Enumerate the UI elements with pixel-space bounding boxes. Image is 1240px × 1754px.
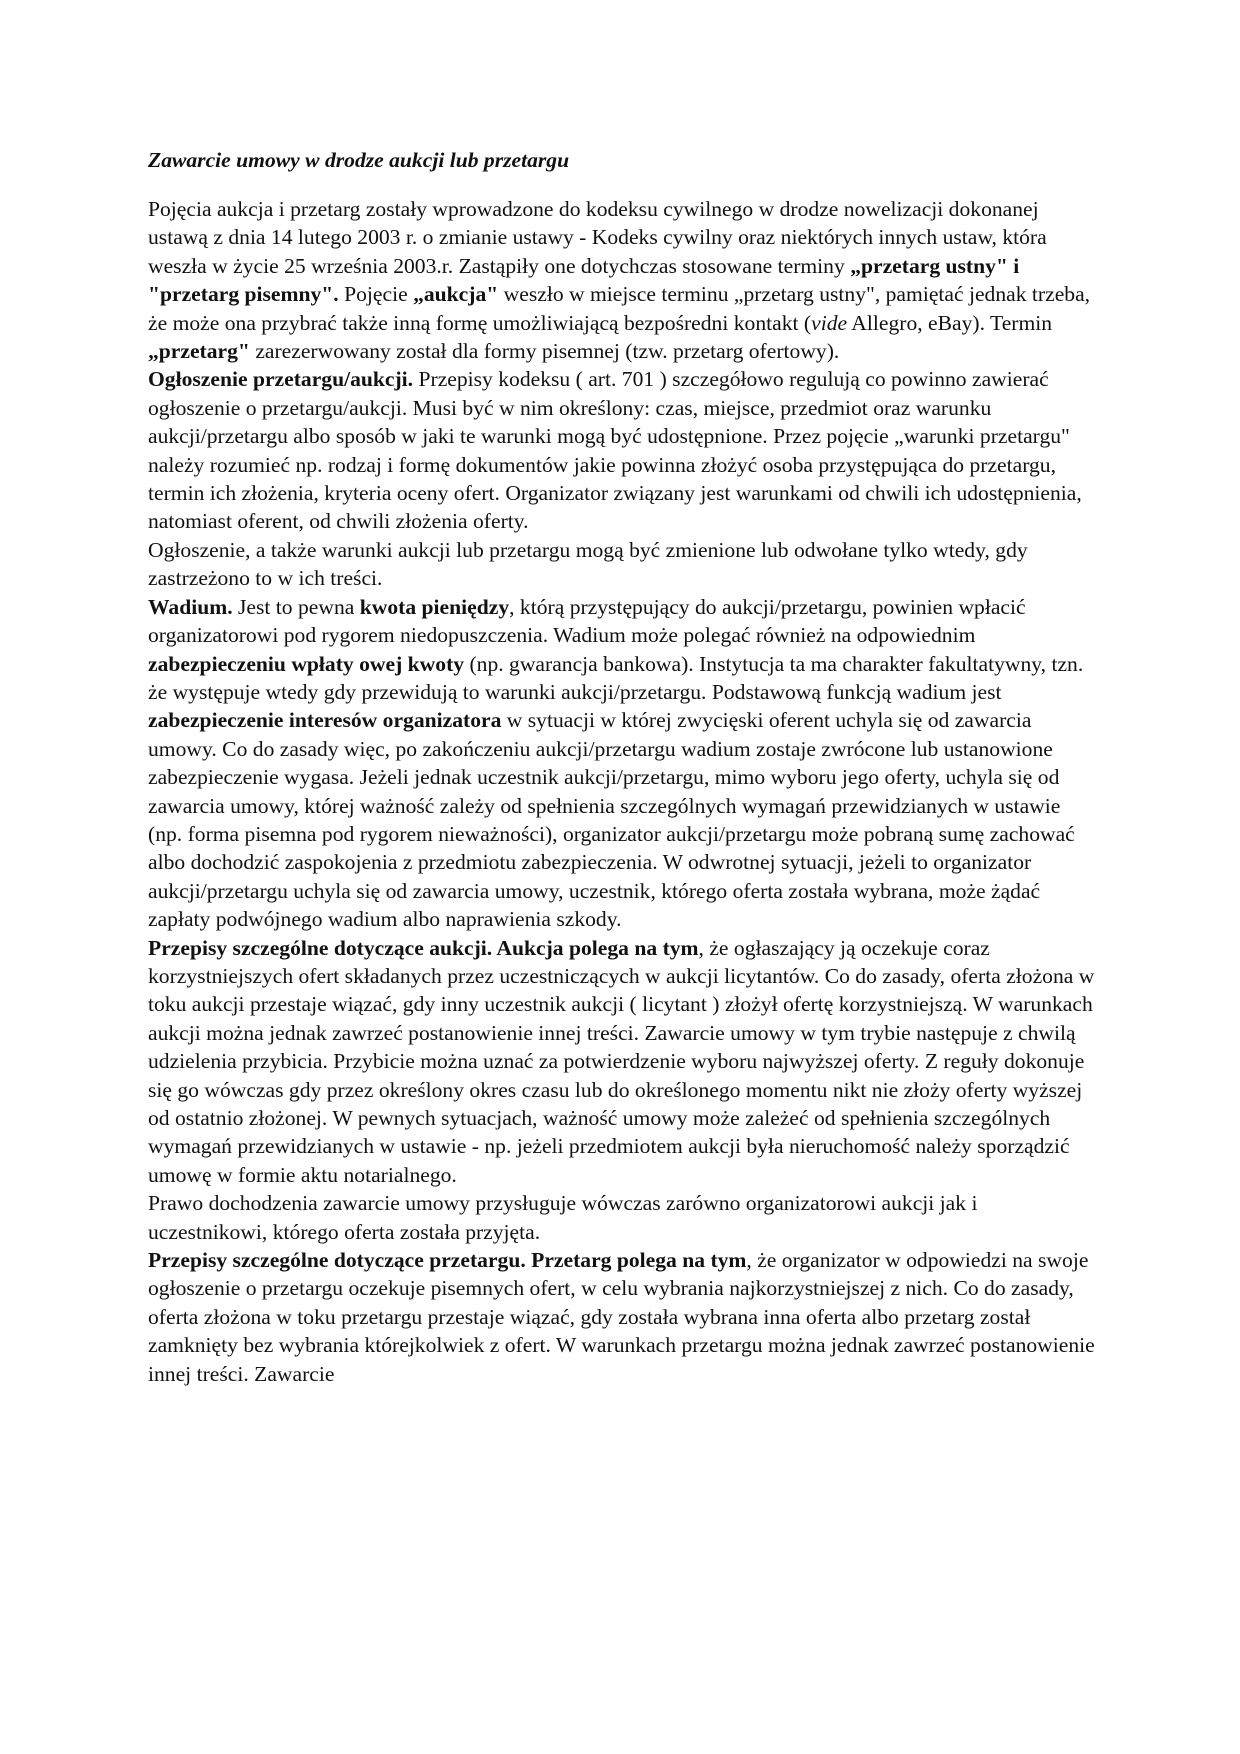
text-run-bold: Przepisy szczególne dotyczące przetargu. Przetarg polega na tym [148,1248,747,1273]
text-run: (np. gwarancja bankowa). Instytucja ta ma charakter fakultatywny, tzn. że występuje wtedy gdy przewidują to warunki aukcji/przetargu. Podstawową funkcją wadium jest [148,651,1084,704]
text-run-bold: Przepisy szczególne dotyczące aukcji. Aukcja polega na tym [148,935,699,960]
text-run: , że ogłaszający ją oczekuje coraz korzystniejszych ofert składanych przez uczestniczących w aukcji licytantów. Co do zasady, oferta złożona w toku aukcji przestaje wiązać, gdy inny uczestnik aukcji ( licytant ) złożył ofertę korzystniejszą. W warunkach aukcji można jednak zawrzeć postanowienie innej treści. Zawarcie umowy w tym trybie następuje z chwilą udzielenia przybicia. Przybicie można uznać za potwierdzenie wyboru najwyższej oferty. Z reguły dokonuje się go wówczas gdy przez określony okres czasu lub do określonego momentu nikt nie złoży oferty wyższej od ostatnio złożonej. W pewnych sytuacjach, ważność umowy może zależeć od spełnienia szczególnych wymagań przewidzianych w ustawie - np. jeżeli przedmiotem aukcji była nieruchomość należy sporządzić umowę w formie aktu notarialnego. [148,935,1095,1187]
text-run: Allegro, eBay). Termin [847,310,1053,335]
paragraph-announcement [148,365,1098,535]
text-run-bold: zabezpieczeniu wpłaty owej kwoty [148,651,465,676]
text-run-bold: Wadium. [148,594,233,619]
text-run-bold: zabezpieczenie interesów organizatora [148,708,502,733]
text-run-italic: vide [811,310,848,335]
text-run-bold: „przetarg" [148,339,250,364]
text-run: w sytuacji w której zwycięski oferent uchyla się od zawarcia umowy. Co do zasady więc, po zakończeniu aukcji/przetargu wadium zostaje zwrócone lub ustanowione zabezpieczenie wygasa. Jeżeli jednak uczestnik aukcji/przetargu, mimo wyboru jego oferty, uchyla się od zawarcia umowy, której ważność zależy od spełnienia szczególnych wymagań przewidzianych w ustawie (np. forma pisemna pod rygorem nieważności), organizator aukcji/przetargu może pobraną sumę zachować albo dochodzić zaspokojenia z przedmiotu zabezpieczenia. W odwrotnej sytuacji, jeżeli to organizator aukcji/przetargu uchyla się od zawarcia umowy, uczestnik, którego oferta została wybrana, może żądać zapłaty podwójnego wadium albo naprawienia szkody. [148,708,1075,932]
text-run: Pojęcie [338,282,414,307]
paragraph-auction-rules [148,934,1098,1190]
text-run: , którą przystępujący do aukcji/przetargu, powinien wpłacić organizatorowi pod rygorem niedopuszczenia. Wadium może polegać również na odpowiednim [148,594,1026,648]
text-run: weszło w miejsce terminu „przetarg ustny", pamiętać jednak trzeba, że może ona przybrać także inną formę umożliwiającą bezpośredni kontakt ( [148,282,1091,335]
text-run-bold: „przetarg ustny" i "przetarg pisemny". [148,253,1020,307]
text-run-bold: „aukcja" [413,282,499,307]
text-run-bold: Ogłoszenie przetargu/aukcji. [148,367,414,392]
text-run: , że organizator w odpowiedzi na swoje ogłoszenie o przetargu oczekuje pisemnych ofert, w celu wybrania najkorzystniejszej z nich. Co do zasady, oferta złożona w toku przetargu przestaje wiązać, gdy została wybrana inna oferta albo przetarg został zamknięty bez wybrania którejkolwiek z ofert. W warunkach przetargu można jednak zawrzeć postanowienie innej treści. Zawarcie [148,1248,1095,1386]
paragraph-tender-rules [148,1246,1098,1388]
text-run-bold: kwota pieniędzy [359,594,510,619]
text-run: Przepisy kodeksu ( art. 701 ) szczegółowo regulują co powinno zawierać ogłoszenie o przetargu/aukcji. Musi być w nim określony: czas, miejsce, przedmiot oraz warunku aukcji/przetargu albo sposób w jaki te warunki mogą być udostępnione. Przez pojęcie „warunki przetargu" należy rozumieć np. rodzaj i formę dokumentów jakie powinna złożyć osoba przystępująca do przetargu, termin ich złożenia, kryteria oceny ofert. Organizator związany jest warunkami od chwili ich udostępnienia, natomiast oferent, od chwili złożenia oferty. [148,367,1082,534]
document-title: Zawarcie umowy w drodze aukcji lub przetargu [148,148,570,172]
text-run: Jest to pewna [232,594,360,619]
text-run: Ogłoszenie, a także warunki aukcji lub przetargu mogą być zmienione lub odwołane tylko wtedy, gdy zastrzeżono to w ich treści. [148,537,1028,591]
document-body [148,146,1098,1388]
text-run: Pojęcia aukcja i przetarg zostały wprowadzone do kodeksu cywilnego w drodze nowelizacji dokonanej ustawą z dnia 14 lutego 2003 r. o zmianie ustawy - Kodeks cywilny oraz niektórych innych ustaw, która weszła w życie 25 września 2003.r. Zastąpiły one dotychczas stosowane terminy [148,197,1047,278]
text-run: zarezerwowany został dla formy pisemnej (tzw. przetarg ofertowy). [249,339,840,364]
text-run: Prawo dochodzenia zawarcie umowy przysługuje wówczas zarówno organizatorowi aukcji jak i uczestnikowi, którego oferta została przyjęta. [148,1191,978,1244]
paragraph-intro [148,195,1098,365]
paragraph-amendment [148,536,1098,593]
paragraph-deposit [148,593,1098,934]
paragraph-claim-right [148,1189,1098,1246]
